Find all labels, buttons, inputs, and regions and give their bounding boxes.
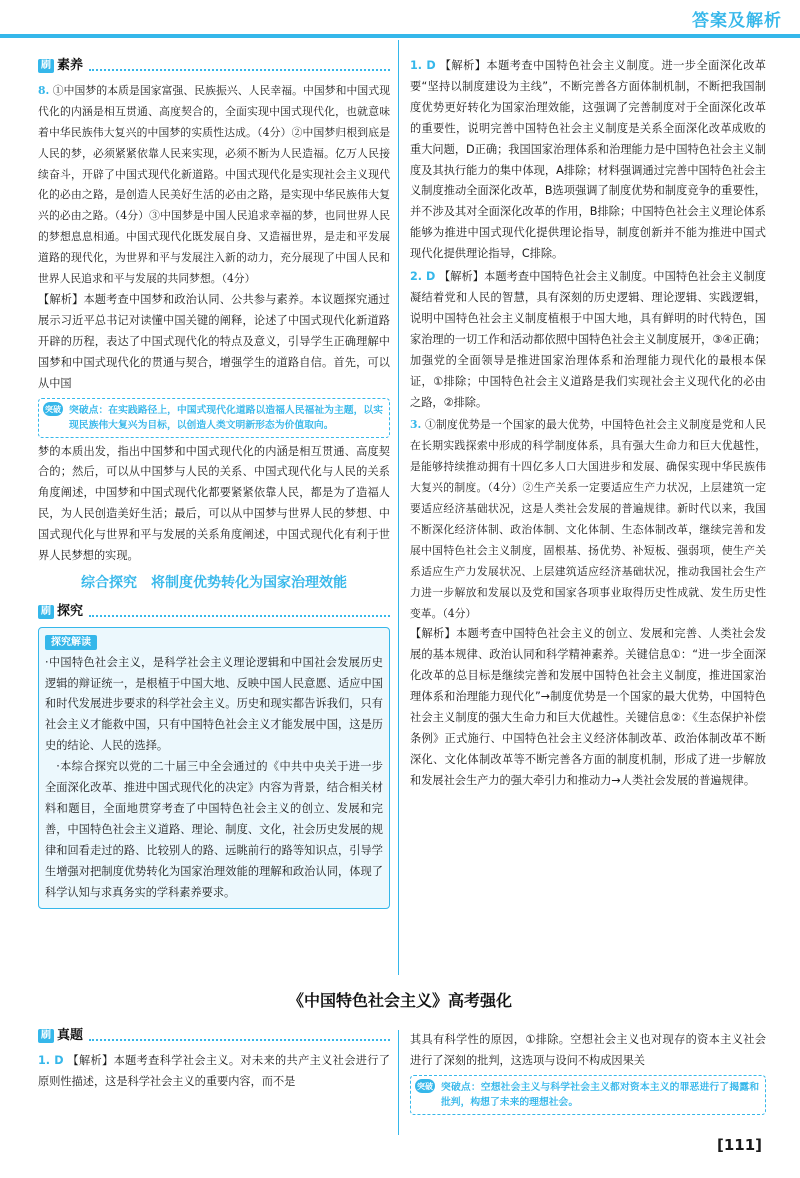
- q8-analysis-2: 梦的本质出发，指出中国梦和中国式现代化的内涵是相互贯通、高度契合的；然后，可以从中国梦与人民的关系、中国式现代化与人民的关系角度阐述，中国梦和中国式现代化都要紧紧依靠人民，都是为了造福人民，为人民创造美好生活；最后，可以从中国梦与世界人民的梦想、中国式现代化与世界和平与发展的关系角度阐述，中国式现代化有利于世界人民梦想的实现。: [38, 444, 390, 563]
- section-suyang-label: 素养: [57, 58, 84, 73]
- tanjiu-box: [38, 627, 390, 909]
- b-right-text: 其具有科学性的原因，①排除。空想社会主义也对现存的资本主义社会进行了深刻的批判，这选项与设问不构成因果关: [410, 1033, 766, 1067]
- section-icon: 刷: [38, 59, 54, 73]
- tupo-icon: 突破点: [45, 403, 61, 428]
- note-box-1: [38, 398, 390, 438]
- header-title: 答案及解析: [692, 11, 782, 31]
- r-q3-analysis: 【解析】本题考查中国特色社会主义的创立、发展和完善、人类社会发展的基本规律、政治认同和科学精神素养。关键信息①：“进一步全面深化改革的总目标是继续完善和发展中国特色社会主义制度，推进国家治理体系和治理能力现代化”→制度优势是一个国家的最大优势，中国特色社会主义制度的强大生命力和巨大优越性。关键信息②：《生态保护补偿条例》正式施行、中国特色社会主义经济体制改革、政治体制改革不断深化、文化体制改革等不断完善各方面的制度机制，形成了进一步解放和发展社会生产力的强大牵引力和推动力→人类社会发展的普遍规律。: [410, 627, 766, 787]
- exam-title: 《中国特色社会主义》高考强化: [287, 991, 512, 1010]
- column-divider: [398, 40, 399, 975]
- note-2-text: 突破点：空想社会主义与科学社会主义都对资本主义的罪恶进行了揭露和批判，构想了未来的理想社会。: [441, 1081, 759, 1108]
- r-q3-answer: [410, 415, 766, 624]
- header-rule: [0, 34, 800, 38]
- right-column: [410, 56, 766, 792]
- q8-analysis-1: 【解析】本题考查中国梦和政治认同、公共参与素养。本议题探究通过展示习近平总书记对读懂中国关键的阐释，论述了中国式现代化新道路开辟的历程，表达了中国式现代化的特点及意义，引导学生正确理解中国梦和中国式现代化的贯通与契合，增强学生的道路自信。首先，可以从中国: [38, 292, 390, 390]
- section-tanjiu-label: 探究: [57, 603, 84, 619]
- jiedu-label: 探究解读: [45, 635, 97, 650]
- tanjiu-p2: ·本综合探究以党的二十届三中全会通过的《中共中央关于进一步全面深化改革、推进中国式现代化的决定》内容为背景，结合相关材料和题目，全面地贯穿考查了中国特色社会主义的创立、发展和完善，中国特色社会主义道路、理论、制度、文化，社会历史发展的规律和回看走过的路、比较别人的路、远眺前行的路等知识点，引导学生增强对把制度优势转化为国家治理效能的理解和政治认同，体现了科学认知与求真务实的学科素养要求。: [45, 760, 383, 899]
- q8-number: 8.: [38, 83, 50, 97]
- bottom-right: [410, 1030, 766, 1115]
- dotted-rule: [89, 607, 390, 617]
- dotted-rule: [89, 61, 390, 71]
- r-q3-number: 3.: [410, 418, 422, 432]
- dotted-rule: [89, 1031, 390, 1041]
- r-q2: [410, 267, 766, 413]
- r-q1: [410, 56, 766, 265]
- bottom-left: [38, 1026, 390, 1093]
- r-q1-number: 1. D: [410, 59, 436, 72]
- section-zhenti: [38, 1026, 390, 1047]
- b-q1-number: 1. D: [38, 1053, 64, 1067]
- section-suyang: [38, 56, 390, 77]
- q8-answer-text: ①中国梦的本质是国家富强、民族振兴、人民幸福。中国梦和中国式现代化的内涵是相互贯通、高度契合的，全面实现中国式现代化，也就意味着中华民族伟大复兴的中国梦的实质性达成。（4分）②中国梦归根到底是人民的梦，必须紧紧依靠人民来实现，必须不断为人民造福。亿万人民接续奋斗，开辟了中国式现代化新道路。中国式现代化是实现社会主义现代化的必由之路，是创造人民美好生活的必由之路，是实现中华民族伟大复兴的必由之路。（4分）③中国梦是中国人民追求幸福的梦，也同世界人民的梦想息息相通。中国式现代化既发展自身、又造福世界，是走和平发展道路的现代化，为世界和平与发展注入新的动力，充分展现了中国人民和世界人民追求和平与发展的共同梦想。（4分）: [38, 83, 390, 286]
- page-number-value: 111: [723, 1136, 756, 1154]
- section-icon: 刷: [38, 1029, 54, 1043]
- r-q2-number: 2. D: [410, 270, 436, 284]
- tupo-icon: 突破点: [417, 1080, 433, 1105]
- bottom-divider: [398, 1030, 399, 1135]
- page-number: [111]: [716, 1136, 762, 1154]
- r-q1-text: 【解析】本题考查中国特色社会主义制度。进一步全面深化改革要“坚持以制度建设为主线”，不断完善各方面体制机制，不断把我国制度优势更好转化为国家治理效能，这强调了完善制度对于全面深化改革的重要性，说明完善中国特色社会主义制度是关系全面深化改革成败的重大问题，D正确；我国国家治理体系和治理能力是中国特色社会主义制度及其执行能力的集中体现，A排除；材料强调通过完善中国特色社会主义制度推动全面深化改革，B选项强调了制度优势和制度竞争的重要性，并不涉及其对全面深化改革的作用，B排除；中国特色社会主义理论体系能够为推进中国式现代化提供理论指导，制度创新并不能为推进中国式现代化提供理论指导，C排除。: [410, 59, 766, 261]
- q8-answer: [38, 81, 390, 290]
- b-q1: [38, 1051, 390, 1093]
- section-tanjiu: [38, 602, 390, 623]
- b-q1-text: 【解析】本题考查科学社会主义。对未来的共产主义社会进行了原则性描述，这是科学社会主义的重要内容，而不是: [38, 1053, 390, 1088]
- zonghe-title: 综合探究 将制度优势转化为国家治理效能: [81, 574, 347, 591]
- note-1-text: 突破点：在实践路径上，中国式现代化道路以造福人民福祉为主题，以实现民族伟大复兴为目标，以创造人类文明新形态为价值取向。: [69, 404, 383, 431]
- note-box-2: [410, 1075, 766, 1115]
- tanjiu-p1: ·中国特色社会主义，是科学社会主义理论逻辑和中国社会发展历史逻辑的辩证统一，是根植于中国大地、反映中国人民意愿、适应中国和时代发展进步要求的科学社会主义。历史和现实都告诉我们，只有社会主义才能救中国，只有中国特色社会主义才能发展中国，这是历史的结论、人民的选择。: [45, 655, 383, 753]
- r-q3-answer-text: ①制度优势是一个国家的最大优势，中国特色社会主义制度是党和人民在长期实践探索中形成的科学制度体系，具有强大生命力和巨大优越性，是能够持续推动拥有十四亿多人口大国进步和发展、确保实现中华民族伟大复兴的制度。（4分）②生产关系一定要适应生产力状况，上层建筑一定要适应经济基础状况，这是人类社会发展的普遍规律。新时代以来，我国不断深化经济体制、政治体制、文化体制、生态体制改革，继续完善和发展中国特色社会主义制度，固根基、扬优势、补短板、强弱项，使生产关系适应生产力发展状况、上层建筑适应经济基础状况，推动我国社会生产力进一步解放和发展以及党和国家各项事业取得历史性成就、发生历史性变革。（4分）: [410, 418, 767, 620]
- r-q2-text: 【解析】本题考查中国特色社会主义制度。中国特色社会主义制度凝结着党和人民的智慧，具有深刻的历史逻辑、理论逻辑、实践逻辑，说明中国特色社会主义制度植根于中国大地，具有鲜明的时代特色，国家治理的一切工作和活动都依照中国特色社会主义制度展开，③④正确；加强党的全面领导是推进国家治理体系和治理能力现代化的最根本保证，①排除；中国特色社会主义道路是我们实现社会主义现代化的必由之路，②排除。: [410, 270, 766, 409]
- left-column: [38, 56, 390, 909]
- section-zhenti-label: 真题: [57, 1028, 84, 1043]
- section-icon: 刷: [38, 605, 54, 619]
